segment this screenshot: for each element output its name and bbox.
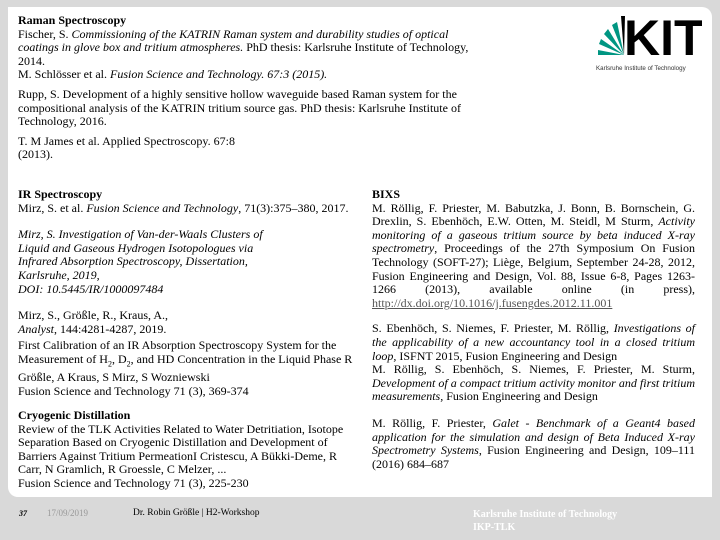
reference	[18, 309, 363, 336]
ref-text: , D	[111, 351, 127, 366]
section-title: Cryogenic Distillation	[18, 408, 131, 422]
reference: Fusion Science and Technology 71 (3), 225-230	[18, 475, 249, 490]
ref-title: Commissioning of the KATRIN Raman system and durability studies of optical coatings in glove box and tritium atmospheres.	[18, 26, 449, 55]
ref-title: Investigations of the applicability of a new accountancy tool in a closed tritium loop,	[372, 321, 695, 363]
ref-line: Infrared Absorption Spectroscopy, Dissertation,	[18, 254, 248, 269]
section-title: BIXS	[372, 187, 401, 201]
subscript: 2	[107, 359, 112, 369]
ref-text: Fischer, S.	[18, 26, 72, 41]
footer-department: IKP-TLK	[473, 522, 516, 533]
reference	[18, 202, 363, 216]
footer-author: Dr. Robin Größle | H2-Workshop	[133, 508, 260, 518]
ref-text: PhD thesis: Karlsruhe Institute of Technology, 2014.	[18, 40, 469, 68]
ref-text: M. Röllig, F. Priester, M. Babutzka, J. Bonn, B. Bornschein, G. Drexlin, S. Ebenhöch, E.W. Otten, M. Steidl, M Sturm,	[372, 200, 695, 229]
kit-letters: KIT	[624, 10, 702, 66]
page-number: 37	[19, 509, 27, 518]
ref-text: M. Schlösser et al.	[18, 67, 110, 82]
subscript: 2	[126, 359, 131, 369]
ref-text: First Calibration of an IR Absorption Spectroscopy System for the Measurement of H	[18, 338, 337, 366]
ref-line: DOI: 10.5445/IR/1000097484	[18, 281, 164, 296]
ref-title: Analyst	[18, 321, 54, 336]
ref-text: , and HD Concentration in the Liquid Phase R Größle, A Kraus, S Mirz, S Wozniewski	[18, 351, 353, 384]
reference	[18, 68, 478, 82]
footer-org	[473, 508, 617, 534]
footer-date: 17/09/2019	[47, 508, 89, 518]
reference	[18, 28, 478, 69]
ref-text: , Fusion Engineering and Design, 109–111 (2016) 684–687	[372, 443, 695, 471]
ref-text: S. Ebenhöch, S. Niemes, F. Priester, M. Röllig,	[372, 321, 614, 336]
ref-text: Mirz, S., Größle, R., Kraus, A.,	[18, 308, 168, 323]
reference	[18, 228, 363, 296]
section-title: IR Spectroscopy	[18, 187, 103, 201]
ref-text: Fusion Engineering and Design	[443, 389, 598, 404]
ref-text: , 71(3):375–380, 2017.	[238, 200, 349, 215]
ref-text: ISFNT 2015, Fusion Engineering and Design	[396, 348, 618, 363]
kit-logo	[596, 10, 702, 75]
ref-text: Fusion Science and Technology 71 (3), 369-374	[18, 383, 249, 398]
reference	[18, 339, 363, 398]
ref-text: M. Röllig, S. Ebenhöch, S. Niemes, F. Priester, M. Sturm,	[372, 362, 695, 377]
ref-title: Fusion Science and Technology. 67:3 (2015).	[110, 67, 328, 82]
reference	[372, 202, 695, 311]
reference	[372, 417, 695, 471]
ref-text: , 144:4281-4287, 2019.	[54, 321, 167, 336]
cryo-section	[18, 409, 363, 491]
ref-line: Mirz, S. Investigation of Van-der-Waals Clusters of	[18, 227, 263, 242]
ref-title: Activity monitoring of a gaseous tritium source by beta induced X-ray spectrometry	[372, 214, 695, 256]
ref-text: M. Röllig, F. Priester,	[372, 415, 493, 430]
ref-title: Fusion Science and Technology	[86, 200, 239, 215]
ref-title: Galet - Benchmark of a Geant4 based application for the simulation and design of Beta Induced X-ray Spectrometry Systems	[372, 415, 695, 458]
doi-link[interactable]: http://dx.doi.org/10.1016/j.fusengdes.2012.11.001	[372, 295, 613, 310]
kit-fan-icon	[596, 10, 702, 75]
ref-title: Development of a compact tritium activity monitor and first tritium measurements,	[372, 375, 695, 404]
reference: Review of the TLK Activities Related to Water Detritiation, Isotope Separation Based on Cryogenic Distillation and Development of Barriers Against Tritium PermeationI Cristescu, A Bükki-Deme, R Carr, N Gramlich, R Groessle, C Melzer, ...	[18, 421, 344, 477]
footer-institute: Karlsruhe Institute of Technology	[473, 509, 618, 520]
kit-subtitle: Karlsruhe Institute of Technology	[596, 65, 686, 72]
reference	[372, 363, 695, 404]
reference: Rupp, S. Development of a highly sensitive hollow waveguide based Raman system for the compositional analysis of the KATRIN tritium source gas. PhD thesis: Karlsruhe Institute of Technology, 2016.	[18, 86, 461, 129]
bixs-section	[372, 188, 695, 471]
reference: T. M James et al. Applied Spectroscopy. 67:8 (2013).	[18, 133, 235, 162]
ref-line: Liquid and Gaseous Hydrogen Isotopologues via	[18, 240, 254, 255]
section-title: Raman Spectroscopy	[18, 13, 127, 27]
ref-text: , Proceedings of the 27th Symposium On Fusion Technology (SOFT-27); Liège, Belgium, September 24-28, 2012, Fusion Engineering and Design, Vol. 88, Issue 6-8, Pages 1263-1266 (2013), available online (in press),	[372, 241, 695, 297]
reference	[372, 322, 695, 363]
ir-section	[18, 188, 363, 398]
ref-line: Karlsruhe, 2019,	[18, 267, 100, 282]
ref-text: Mirz, S. et al.	[18, 200, 87, 215]
raman-section	[18, 14, 478, 162]
